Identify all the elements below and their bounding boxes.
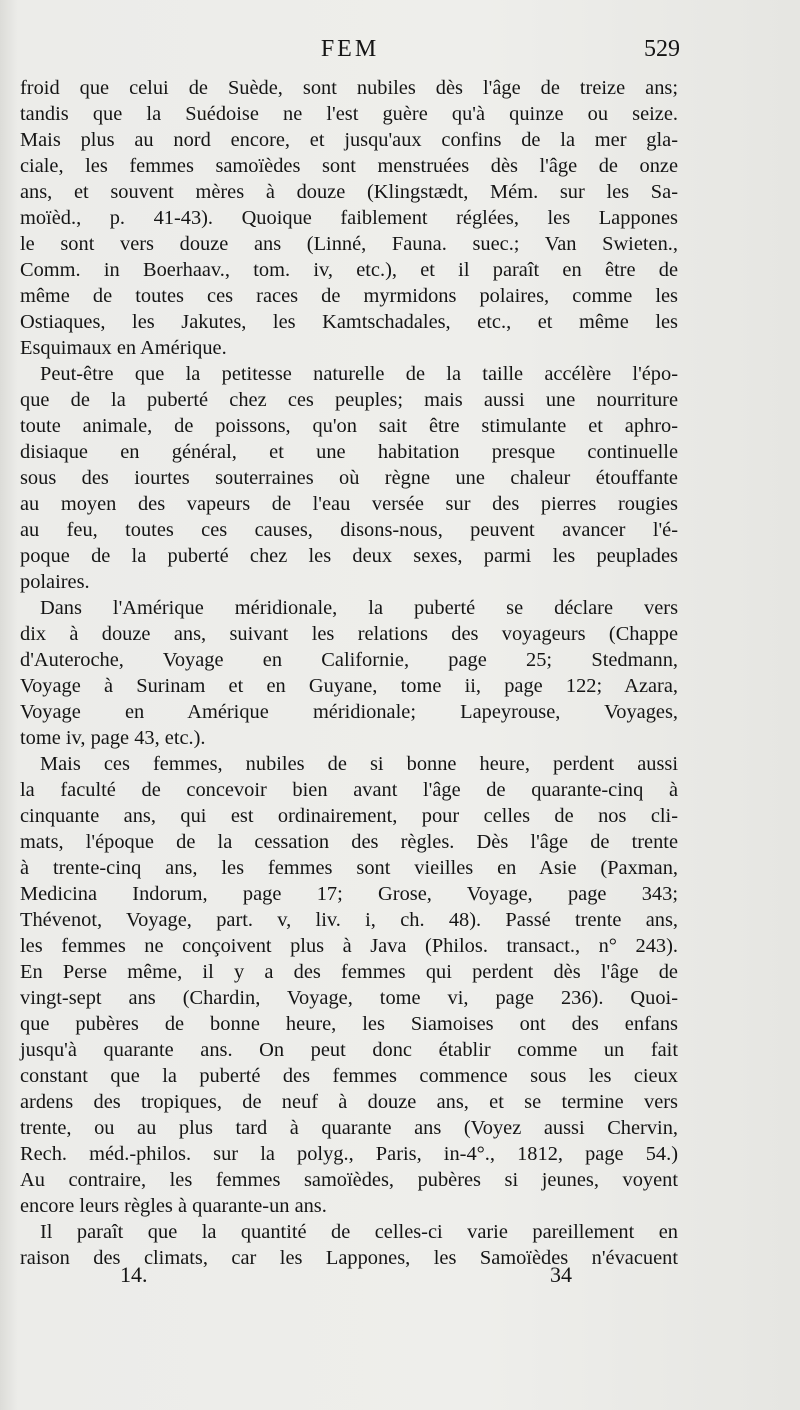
text-line: ciale, les femmes samoïèdes sont menstruées dès l'âge de onze (20, 155, 678, 177)
text-line: que de la puberté chez ces peuples; mais aussi une nourriture (20, 389, 678, 411)
text-line: sous des iourtes souterraines où règne une chaleur étouffante (20, 467, 678, 489)
text-line: le sont vers douze ans (Linné, Fauna. suec.; Van Swieten., (20, 233, 678, 255)
text-line: jusqu'à quarante ans. On peut donc établir comme un fait (20, 1039, 678, 1061)
text-line: disiaque en général, et une habitation presque continuelle (20, 441, 678, 463)
page-number: 529 (644, 36, 680, 62)
text-line: Dans l'Amérique méridionale, la puberté se déclare vers (40, 597, 678, 619)
sheet-number: 34 (550, 1262, 572, 1287)
text-line: trente, ou au plus tard à quarante ans (Voyez aussi Chervin, (20, 1117, 678, 1139)
text-line: Mais plus au nord encore, et jusqu'aux confins de la mer gla- (20, 129, 678, 151)
paragraph (20, 751, 678, 1219)
text-line: poque de la puberté chez les deux sexes, parmi les peuplades (20, 545, 678, 567)
text-line: les femmes ne conçoivent plus à Java (Philos. transact., n° 243). (20, 935, 678, 957)
text-line: polaires. (20, 571, 90, 593)
running-head: FEM (320, 36, 380, 62)
text-line: En Perse même, il y a des femmes qui perdent dès l'âge de (20, 961, 678, 983)
text-line: Ostiaques, les Jakutes, les Kamtschadales, etc., et même les (20, 311, 678, 333)
text-line: vingt-sept ans (Chardin, Voyage, tome vi, page 236). Quoi- (20, 987, 678, 1009)
text-line: moïèd., p. 41-43). Quoique faiblement réglées, les Lappones (20, 207, 678, 229)
text-line: Esquimaux en Amérique. (20, 337, 227, 359)
paragraph (20, 595, 678, 751)
text-line: d'Auteroche, Voyage en Californie, page 25; Stedmann, (20, 649, 678, 671)
text-line: froid que celui de Suède, sont nubiles dès l'âge de treize ans; (20, 77, 678, 99)
text-line: à trente-cinq ans, les femmes sont vieilles en Asie (Paxman, (20, 857, 678, 879)
text-line: Il paraît que la quantité de celles-ci varie pareillement en (40, 1221, 678, 1243)
body-text (20, 75, 678, 1271)
text-line: tome iv, page 43, etc.). (20, 727, 206, 749)
paragraph (20, 361, 678, 595)
signature-mark: 14. (120, 1262, 148, 1287)
text-line: ans, et souvent mères à douze (Klingstædt, Mém. sur les Sa- (20, 181, 678, 203)
text-line: constant que la puberté des femmes commence sous les cieux (20, 1065, 678, 1087)
text-line: que pubères de bonne heure, les Siamoises ont des enfans (20, 1013, 678, 1035)
text-line: même de toutes ces races de myrmidons polaires, comme les (20, 285, 678, 307)
text-line: Peut-être que la petitesse naturelle de la taille accélère l'épo- (40, 363, 678, 385)
paragraph (20, 75, 678, 361)
text-line: Mais ces femmes, nubiles de si bonne heure, perdent aussi (40, 753, 678, 775)
text-line: Voyage en Amérique méridionale; Lapeyrouse, Voyages, (20, 701, 678, 723)
text-line: raison des climats, car les Lappones, les Samoïèdes n'évacuent (20, 1247, 678, 1269)
text-line: Thévenot, Voyage, part. v, liv. i, ch. 48). Passé trente ans, (20, 909, 678, 931)
page-footer (110, 1262, 590, 1292)
text-line: Au contraire, les femmes samoïèdes, pubères si jeunes, voyent (20, 1169, 678, 1191)
text-line: Comm. in Boerhaav., tom. iv, etc.), et il paraît en être de (20, 259, 678, 281)
text-line: tandis que la Suédoise ne l'est guère qu'à quinze ou seize. (20, 103, 678, 125)
text-line: ardens des tropiques, de neuf à douze ans, et se termine vers (20, 1091, 678, 1113)
text-line: dix à douze ans, suivant les relations des voyageurs (Chappe (20, 623, 678, 645)
page-header (20, 36, 680, 76)
text-line: cinquante ans, qui est ordinairement, pour celles de nos cli- (20, 805, 678, 827)
text-line: toute animale, de poissons, qu'on sait être stimulante et aphro- (20, 415, 678, 437)
text-line: encore leurs règles à quarante-un ans. (20, 1195, 327, 1217)
text-line: au feu, toutes ces causes, disons-nous, peuvent avancer l'é- (20, 519, 678, 541)
text-line: Rech. méd.-philos. sur la polyg., Paris, in-4°., 1812, page 54.) (20, 1143, 678, 1165)
text-line: la faculté de concevoir bien avant l'âge de quarante-cinq à (20, 779, 678, 801)
text-line: Voyage à Surinam et en Guyane, tome ii, page 122; Azara, (20, 675, 678, 697)
text-line: Medicina Indorum, page 17; Grose, Voyage, page 343; (20, 883, 678, 905)
text-line: au moyen des vapeurs de l'eau versée sur des pierres rougies (20, 493, 678, 515)
text-line: mats, l'époque de la cessation des règles. Dès l'âge de trente (20, 831, 678, 853)
